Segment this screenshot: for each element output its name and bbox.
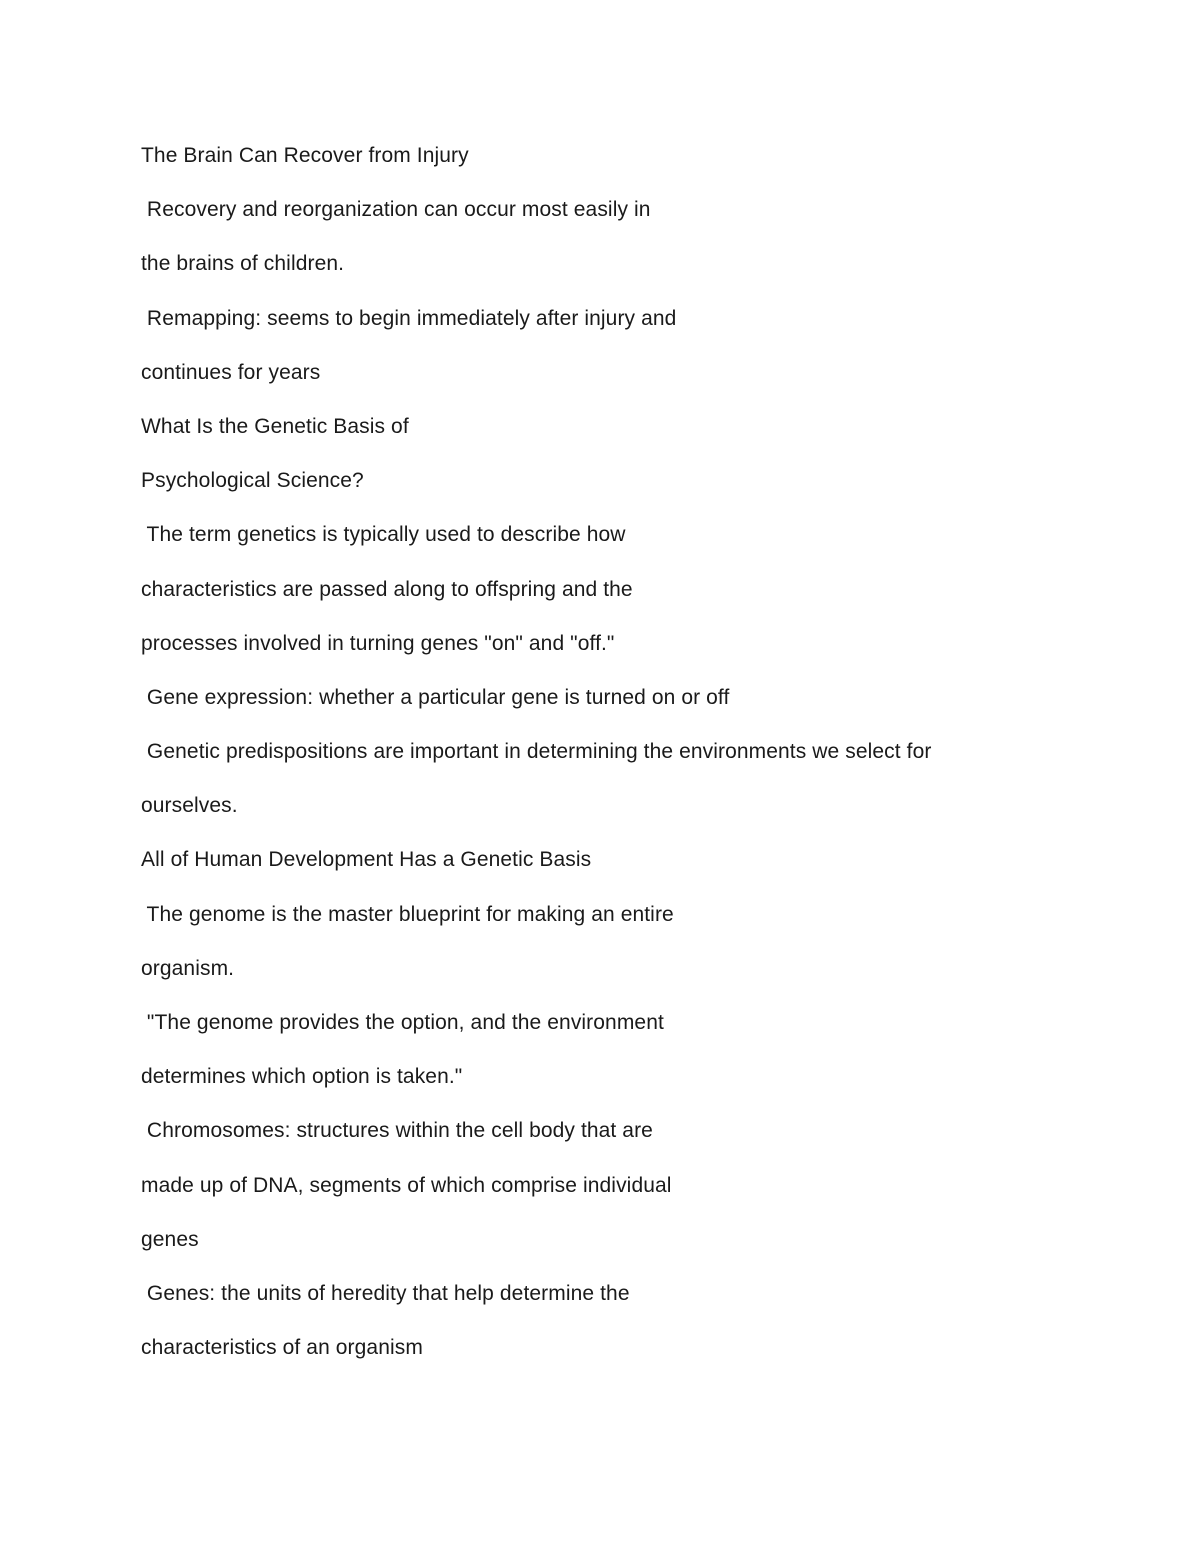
text-line: organism.	[141, 956, 235, 980]
text-line: made up of DNA, segments of which comprise individual	[141, 1173, 672, 1197]
text-line: determines which option is taken."	[141, 1065, 463, 1089]
text-line: The term genetics is typically used to describe how	[141, 523, 626, 547]
text-line: Chromosomes: structures within the cell body that are	[141, 1119, 653, 1143]
text-line: characteristics of an organism	[141, 1336, 423, 1360]
section-heading-brain-recovery: The Brain Can Recover from Injury	[141, 144, 469, 167]
text-line: The genome is the master blueprint for making an entire	[141, 902, 674, 926]
text-line: "The genome provides the option, and the environment	[141, 1011, 664, 1034]
text-line: Gene expression: whether a particular gene is turned on or off	[141, 685, 730, 709]
document-body	[141, 139, 1101, 1385]
text-line: the brains of children.	[141, 252, 345, 276]
text-line: Recovery and reorganization can occur most easily in	[141, 198, 651, 222]
text-line: continues for years	[141, 360, 321, 384]
text-line: genes	[141, 1227, 199, 1251]
text-line: processes involved in turning genes "on" and "off."	[141, 631, 615, 655]
text-line: ourselves.	[141, 794, 238, 818]
section-heading-genetic-basis-cont: Psychological Science?	[141, 469, 364, 493]
text-line: Genes: the units of heredity that help determine the	[141, 1281, 630, 1305]
section-heading-genetic-basis: What Is the Genetic Basis of	[141, 414, 409, 438]
section-heading-human-development: All of Human Development Has a Genetic Basis	[141, 848, 592, 872]
text-line: Genetic predispositions are important in determining the environments we select for	[141, 740, 932, 764]
text-line: Remapping: seems to begin immediately after injury and	[141, 306, 677, 330]
text-line: characteristics are passed along to offspring and the	[141, 577, 633, 601]
